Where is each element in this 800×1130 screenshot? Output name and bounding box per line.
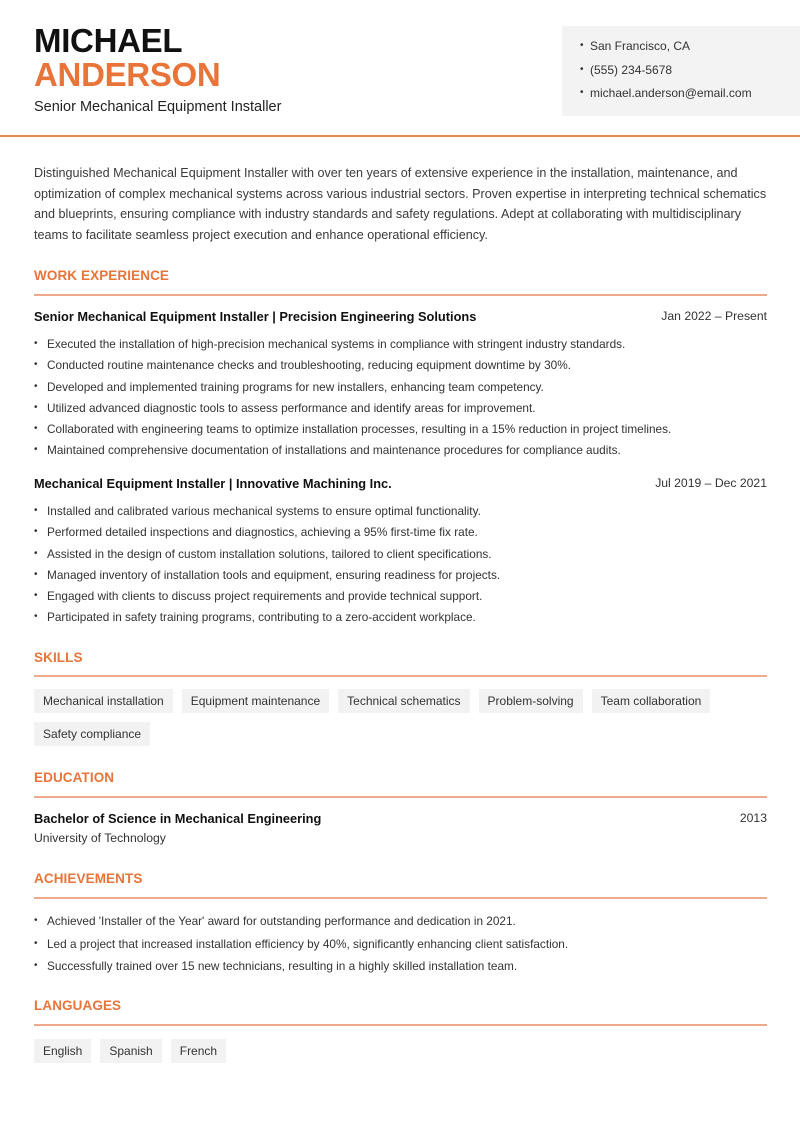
list-item: • Utilized advanced diagnostic tools to assess performance and identify areas for improvement. — [34, 400, 767, 421]
section-divider — [34, 897, 767, 899]
languages-list — [34, 1039, 767, 1063]
contact-box — [562, 26, 800, 116]
bullet-icon: • — [580, 40, 584, 51]
section-title-languages: LANGUAGES — [34, 998, 122, 1013]
education-header — [34, 811, 767, 826]
job-title: Senior Mechanical Equipment Installer — [34, 99, 282, 115]
job-bullets — [34, 503, 767, 631]
bullet-icon: • — [580, 63, 584, 75]
skill-chip: Technical schematics — [338, 689, 469, 713]
skill-chip: Safety compliance — [34, 722, 150, 746]
bullet-icon: • — [34, 590, 38, 602]
skills-list — [34, 689, 767, 746]
job-dates: Jul 2019 – Dec 2021 — [655, 476, 767, 490]
job-bullets — [34, 336, 767, 464]
list-item: • Successfully trained over 15 new technicians, resulting in a highly skilled installation team. — [34, 958, 767, 981]
bullet-icon: • — [34, 960, 38, 971]
list-item: • Collaborated with engineering teams to optimize installation processes, resulting in a 15% reduction in project timelines. — [34, 421, 767, 442]
bullet-icon: • — [34, 937, 38, 949]
section-divider — [34, 675, 767, 677]
job-role: Senior Mechanical Equipment Installer | Precision Engineering Solutions — [34, 309, 477, 324]
skill-chip: Mechanical installation — [34, 689, 173, 713]
list-item: • Performed detailed inspections and diagnostics, achieving a 95% first-time fix rate. — [34, 524, 767, 545]
degree: Bachelor of Science in Mechanical Engineering — [34, 811, 322, 826]
list-item: • Developed and implemented training programs for new installers, enhancing team competency. — [34, 379, 767, 400]
contact-location: • San Francisco, CA — [580, 39, 691, 53]
job-header — [34, 476, 767, 491]
list-item: • Engaged with clients to discuss project requirements and provide technical support. — [34, 588, 767, 609]
bullet-icon: • — [34, 444, 38, 456]
bullet-icon: • — [580, 87, 584, 98]
list-item: • Achieved 'Installer of the Year' award for outstanding performance and dedication in 2021. — [34, 913, 767, 936]
language-chip: Spanish — [100, 1039, 161, 1063]
summary: Distinguished Mechanical Equipment Installer with over ten years of extensive experience in the installation, maintenance, and optimization of complex mechanical systems across various industrial sectors. Proven expertise in interpreting technical schematics and blueprints, ensuring compliance with industry standards and safety regulations. Adept at collaborating with multidisciplinary teams to facilitate seamless project execution and enhance operational efficiency. — [34, 166, 767, 243]
list-item: • Assisted in the design of custom installation solutions, tailored to client specifications. — [34, 546, 767, 567]
section-divider — [34, 796, 767, 798]
skill-chip: Problem-solving — [479, 689, 583, 713]
resume-header — [0, 0, 800, 137]
bullet-icon: • — [34, 505, 38, 516]
skill-chip: Team collaboration — [592, 689, 711, 713]
bullet-icon: • — [34, 526, 38, 538]
bullet-icon: • — [34, 338, 38, 349]
list-item: • Managed inventory of installation tools and equipment, ensuring readiness for projects. — [34, 567, 767, 588]
list-item: • Participated in safety training programs, contributing to a zero-accident workplace. — [34, 609, 767, 630]
bullet-icon: • — [34, 915, 38, 926]
list-item: • Installed and calibrated various mechanical systems to ensure optimal functionality. — [34, 503, 767, 524]
section-title-skills: SKILLS — [34, 650, 83, 665]
bullet-icon: • — [34, 611, 38, 623]
section-divider — [34, 1024, 767, 1026]
language-chip: English — [34, 1039, 91, 1063]
job-header — [34, 309, 767, 324]
job-role: Mechanical Equipment Installer | Innovative Machining Inc. — [34, 476, 392, 491]
contact-phone: • (555) 234-5678 — [580, 62, 673, 77]
bullet-icon: • — [34, 423, 38, 435]
graduation-year: 2013 — [739, 811, 767, 825]
contact-email[interactable]: • michael.anderson@email.com — [580, 86, 752, 100]
list-item: • Maintained comprehensive documentation of installations and maintenance procedures for compliance audits. — [34, 442, 767, 463]
list-item: • Led a project that increased installation efficiency by 40%, significantly enhancing client satisfaction. — [34, 936, 767, 959]
school-name: University of Technology — [34, 831, 166, 845]
list-item: • Conducted routine maintenance checks and troubleshooting, reducing equipment downtime by 30%. — [34, 357, 767, 378]
section-title-education: EDUCATION — [34, 770, 115, 785]
section-title-work: WORK EXPERIENCE — [34, 268, 170, 283]
skill-chip: Equipment maintenance — [182, 689, 329, 713]
section-divider — [34, 294, 767, 296]
bullet-icon: • — [34, 547, 38, 559]
bullet-icon: • — [34, 401, 38, 413]
bullet-icon: • — [34, 359, 38, 371]
job-dates: Jan 2022 – Present — [661, 309, 767, 323]
section-title-achievements: ACHIEVEMENTS — [34, 871, 143, 886]
language-chip: French — [171, 1039, 226, 1063]
list-item: • Executed the installation of high-precision mechanical systems in compliance with stringent industry standards. — [34, 336, 767, 357]
last-name: ANDERSON — [34, 56, 221, 93]
achievements-list — [34, 913, 767, 981]
first-name: MICHAEL — [34, 22, 183, 59]
bullet-icon: • — [34, 380, 38, 392]
bullet-icon: • — [34, 568, 38, 580]
